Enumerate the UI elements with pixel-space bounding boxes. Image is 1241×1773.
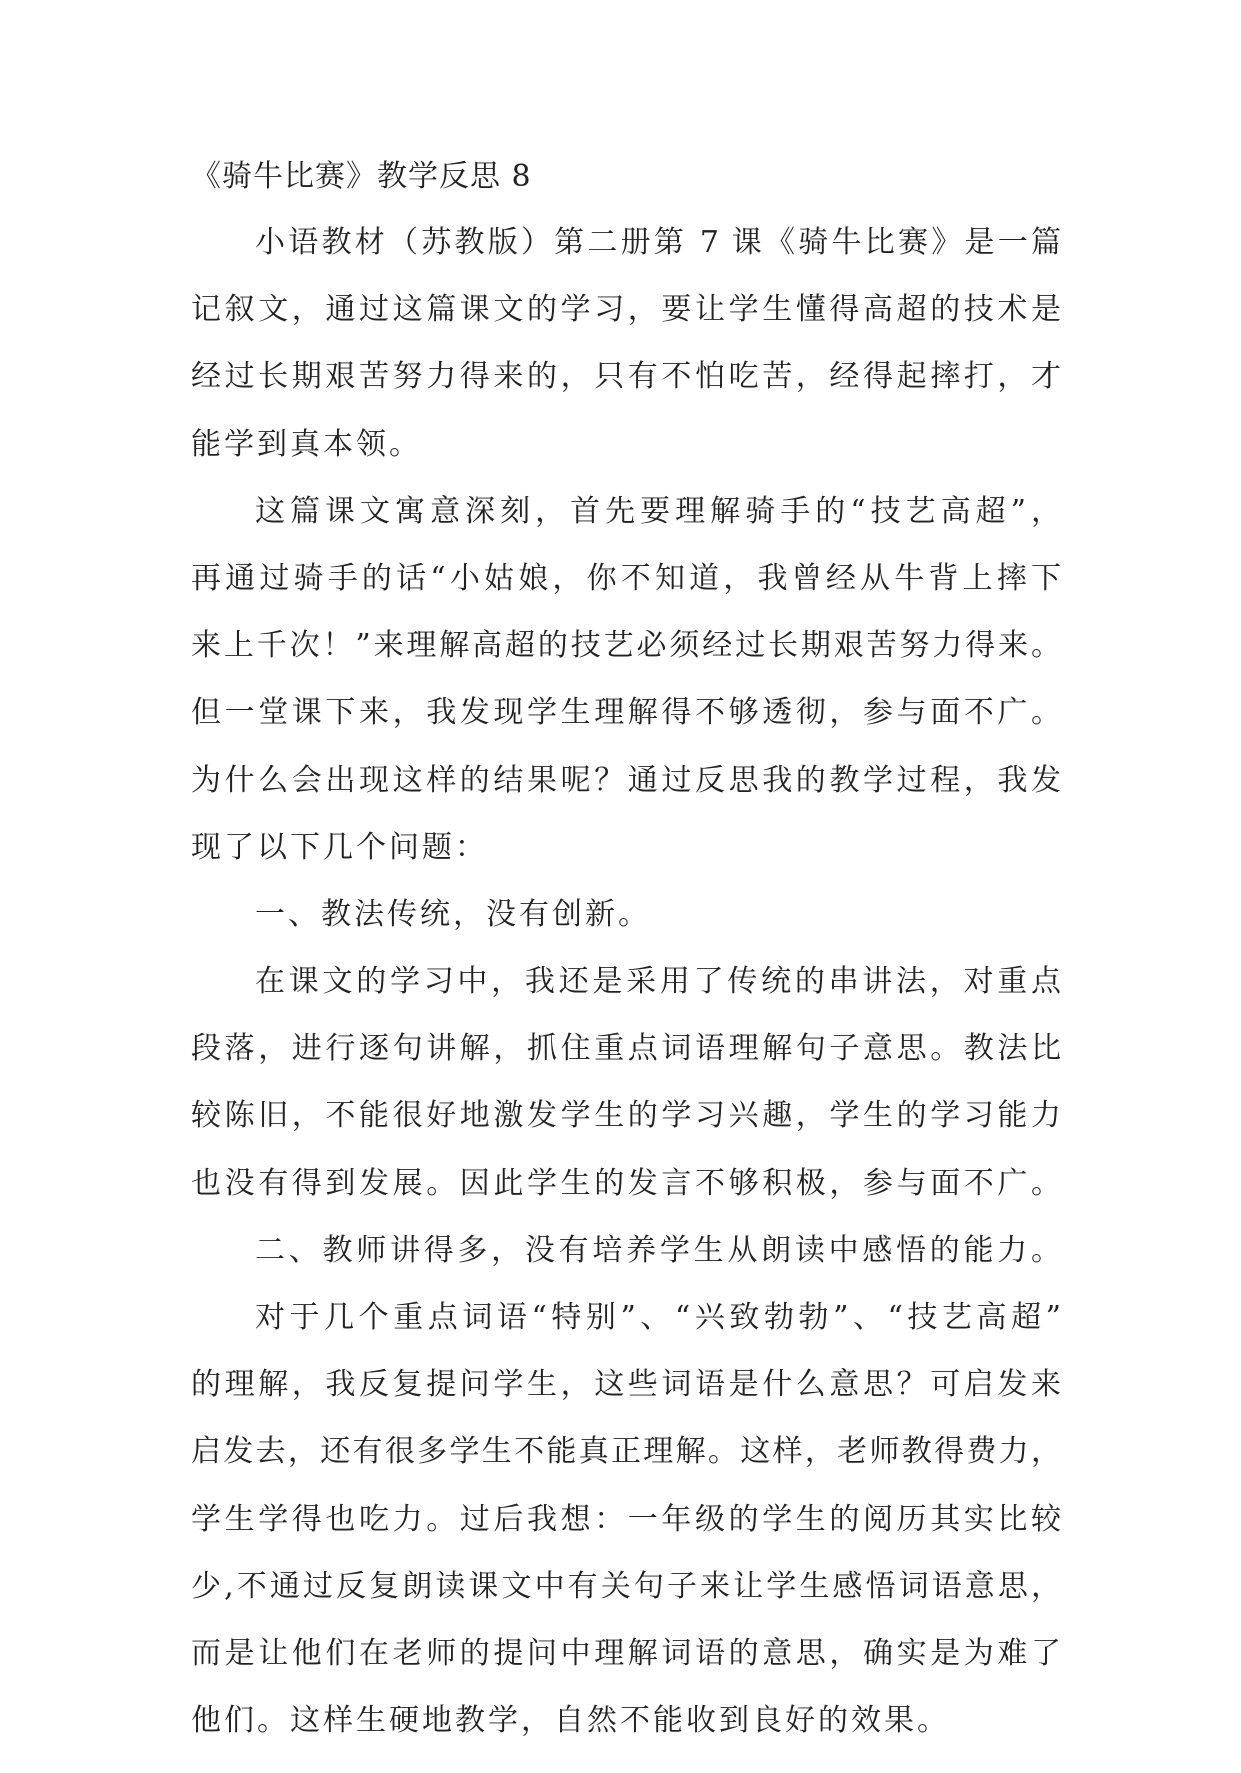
paragraph-line: 而是让他们在老师的提问中理解词语的意思，确实是为难了: [191, 1635, 1061, 1671]
paragraph-line: 再通过骑手的话“小姑娘，你不知道，我曾经从牛背上摔下: [191, 560, 1061, 596]
paragraph-line: 这篇课文寓意深刻，首先要理解骑手的“技艺高超”，: [255, 493, 1061, 529]
paragraph-line: 小语教材（苏教版）第二册第 7 课《骑牛比赛》是一篇: [255, 225, 1061, 260]
paragraph-line: 的理解，我反复提问学生，这些词语是什么意思？可启发来: [191, 1367, 1061, 1403]
paragraph-line: 他们。这样生硬地教学，自然不能收到良好的效果。: [191, 1703, 950, 1739]
section-heading: 二、教师讲得多，没有培养学生从朗读中感悟的能力。: [255, 1232, 1061, 1268]
paragraph-line: 能学到真本领。: [191, 426, 422, 462]
paragraph-line: 经过长期艰苦努力得来的，只有不怕吃苦，经得起摔打，才: [191, 359, 1061, 395]
document-title: 《骑牛比赛》教学反思 8: [191, 159, 532, 194]
paragraph-line: 现了以下几个问题：: [191, 829, 488, 865]
document-page: [191, 159, 1061, 1773]
paragraph-line: 较陈旧，不能很好地激发学生的学习兴趣，学生的学习能力: [191, 1098, 1061, 1134]
paragraph-line: 但一堂课下来，我发现学生理解得不够透彻，参与面不广。: [191, 695, 1061, 731]
section-heading: 一、教法传统，没有创新。: [255, 896, 651, 932]
paragraph-line: 对于几个重点词语“特别”、“兴致勃勃”、“技艺高超”: [255, 1300, 1061, 1335]
paragraph-line: 段落，进行逐句讲解，抓住重点词语理解句子意思。教法比: [191, 1031, 1061, 1067]
paragraph-line: 记叙文，通过这篇课文的学习，要让学生懂得高超的技术是: [191, 292, 1061, 328]
paragraph-line: 也没有得到发展。因此学生的发言不够积极，参与面不广。: [191, 1165, 1061, 1201]
paragraph-line: 来上千次！”来理解高超的技艺必须经过长期艰苦努力得来。: [191, 628, 1061, 664]
paragraph-line: 少,不通过反复朗读课文中有关句子来让学生感悟词语意思，: [191, 1568, 1061, 1604]
paragraph-line: 启发去，还有很多学生不能真正理解。这样，老师教得费力，: [191, 1434, 1061, 1470]
paragraph-line: 学生学得也吃力。过后我想：一年级的学生的阅历其实比较: [191, 1501, 1061, 1537]
paragraph-line: 为什么会出现这样的结果呢？通过反思我的教学过程，我发: [191, 762, 1061, 798]
paragraph-line: 在课文的学习中，我还是采用了传统的串讲法，对重点: [255, 964, 1061, 1000]
